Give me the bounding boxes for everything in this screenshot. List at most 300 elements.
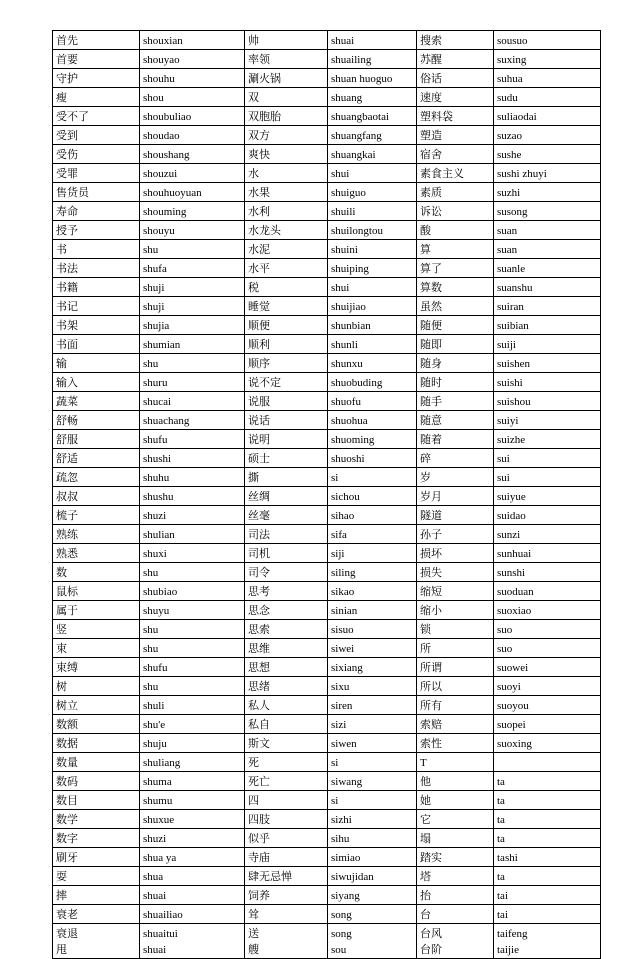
cell-text: shuili [331, 206, 356, 218]
pinyin-cell [494, 905, 601, 924]
hanzi-cell [53, 563, 140, 582]
cell-text: shuijiao [331, 301, 366, 313]
pinyin-cell [140, 183, 245, 202]
hanzi-cell [417, 829, 494, 848]
pinyin-cell [328, 373, 417, 392]
pinyin-cell [140, 905, 245, 924]
cell-text: 思索 [248, 624, 270, 636]
pinyin-cell [140, 164, 245, 183]
table-row [53, 848, 601, 867]
hanzi-cell [245, 31, 328, 50]
hanzi-cell [417, 50, 494, 69]
pinyin-cell [494, 392, 601, 411]
cell-text: 虽然 [420, 301, 442, 313]
cell-text: 数学 [56, 814, 78, 826]
pinyin-cell [328, 126, 417, 145]
cell-text: 塑料袋 [420, 111, 453, 123]
cell-text: 双方 [248, 130, 270, 142]
cell-text: 书架 [56, 320, 78, 332]
hanzi-cell [417, 411, 494, 430]
cell-text: sou [331, 944, 347, 956]
cell-text: suhua [497, 73, 523, 85]
pinyin-cell [494, 335, 601, 354]
hanzi-cell [53, 677, 140, 696]
hanzi-cell [245, 677, 328, 696]
hanzi-cell [417, 145, 494, 164]
cell-text: 四 [248, 795, 259, 807]
cell-text: shouxian [143, 35, 183, 47]
pinyin-cell [328, 31, 417, 50]
cell-text: 顺利 [248, 339, 270, 351]
cell-text: shuliang [143, 757, 181, 769]
cell-text: suanshu [497, 282, 533, 294]
cell-text: shunxu [331, 358, 363, 370]
pinyin-cell [494, 639, 601, 658]
cell-text: 似乎 [248, 833, 270, 845]
cell-text: 塑造 [420, 130, 442, 142]
pinyin-cell [140, 335, 245, 354]
cell-text: 疏忽 [56, 472, 78, 484]
pinyin-cell [140, 31, 245, 50]
cell-text: 所有 [420, 700, 442, 712]
cell-text: 书法 [56, 263, 78, 275]
table-row [53, 810, 601, 829]
cell-text: tashi [497, 852, 518, 864]
cell-text: shui [331, 282, 350, 294]
cell-text: shulian [143, 529, 175, 541]
cell-text: 宿舍 [420, 149, 442, 161]
cell-text: 寺庙 [248, 852, 270, 864]
cell-text: shuoming [331, 434, 375, 446]
pinyin-cell [494, 487, 601, 506]
cell-text: 舒服 [56, 434, 78, 446]
cell-text: 锁 [420, 624, 431, 636]
cell-text: 斯文 [248, 738, 270, 750]
hanzi-cell [245, 525, 328, 544]
hanzi-cell [245, 658, 328, 677]
cell-text: 说话 [248, 415, 270, 427]
cell-text: shuiping [331, 263, 369, 275]
cell-text: 司法 [248, 529, 270, 541]
pinyin-cell [494, 544, 601, 563]
pinyin-cell [140, 753, 245, 772]
hanzi-cell [53, 525, 140, 544]
pinyin-cell [494, 183, 601, 202]
hanzi-cell [53, 297, 140, 316]
table-row [53, 772, 601, 791]
pinyin-cell [140, 563, 245, 582]
cell-text: taifeng [497, 928, 528, 940]
pinyin-cell [494, 848, 601, 867]
cell-text: shuzi [143, 833, 167, 845]
pinyin-cell [328, 810, 417, 829]
cell-text: 算了 [420, 263, 442, 275]
cell-text: 蔬菜 [56, 396, 78, 408]
hanzi-cell [417, 525, 494, 544]
hanzi-cell [245, 88, 328, 107]
cell-text: si [331, 757, 339, 769]
cell-text: shubiao [143, 586, 178, 598]
pinyin-cell [494, 525, 601, 544]
pinyin-cell [140, 867, 245, 886]
cell-text: 双胞胎 [248, 111, 281, 123]
cell-text: sihao [331, 510, 355, 522]
cell-text: sunhuai [497, 548, 532, 560]
cell-text: ta [497, 814, 505, 826]
pinyin-cell [494, 620, 601, 639]
hanzi-cell [53, 506, 140, 525]
pinyin-cell [328, 107, 417, 126]
hanzi-cell [245, 924, 328, 959]
cell-text: 缩短 [420, 586, 442, 598]
hanzi-cell [245, 810, 328, 829]
cell-text: 诉讼 [420, 206, 442, 218]
cell-text: 算数 [420, 282, 442, 294]
pinyin-cell [328, 886, 417, 905]
hanzi-cell [417, 202, 494, 221]
cell-text: 树 [56, 681, 67, 693]
pinyin-cell [140, 791, 245, 810]
hanzi-cell [417, 506, 494, 525]
cell-text: shuang [331, 92, 363, 104]
cell-text: shuxue [143, 814, 175, 826]
pinyin-cell [140, 468, 245, 487]
cell-text: 竖 [56, 624, 67, 636]
cell-text: 授予 [56, 225, 78, 237]
pinyin-cell [494, 829, 601, 848]
cell-text: sixu [331, 681, 350, 693]
cell-text: 缩小 [420, 605, 442, 617]
pinyin-cell [328, 88, 417, 107]
cell-text: 酸 [420, 225, 431, 237]
pinyin-cell [328, 791, 417, 810]
table-row [53, 107, 601, 126]
cell-text: 首先 [56, 35, 78, 47]
cell-text: ta [497, 833, 505, 845]
cell-text: 思绪 [248, 681, 270, 693]
cell-text: suishen [497, 358, 530, 370]
cell-text: shuru [143, 377, 168, 389]
hanzi-cell [53, 829, 140, 848]
pinyin-cell [140, 696, 245, 715]
pinyin-cell [140, 240, 245, 259]
pinyin-cell [494, 240, 601, 259]
cell-text: song [331, 909, 352, 921]
table-row [53, 563, 601, 582]
hanzi-cell [417, 772, 494, 791]
table-row [53, 221, 601, 240]
cell-text: shuji [143, 301, 165, 313]
hanzi-cell [417, 620, 494, 639]
hanzi-cell [417, 164, 494, 183]
hanzi-cell [53, 810, 140, 829]
cell-text: 饲养 [248, 890, 270, 902]
pinyin-cell [140, 544, 245, 563]
pinyin-cell [140, 107, 245, 126]
table-row [53, 259, 601, 278]
cell-text: 思念 [248, 605, 270, 617]
hanzi-cell [245, 829, 328, 848]
table-row [53, 164, 601, 183]
pinyin-cell [494, 734, 601, 753]
pinyin-cell [494, 297, 601, 316]
cell-text: 甩 [56, 944, 67, 956]
cell-text: 树立 [56, 700, 78, 712]
cell-text: siling [331, 567, 356, 579]
hanzi-cell [245, 715, 328, 734]
cell-text: 私自 [248, 719, 270, 731]
cell-text: shufu [143, 434, 168, 446]
hanzi-cell [53, 221, 140, 240]
cell-text: siji [331, 548, 345, 560]
cell-text: suan [497, 244, 518, 256]
hanzi-cell [53, 107, 140, 126]
cell-text: 帅 [248, 35, 259, 47]
cell-text: 束 [56, 643, 67, 655]
cell-text: 索性 [420, 738, 442, 750]
cell-text: 送 [248, 928, 259, 940]
hanzi-cell [245, 601, 328, 620]
cell-text: taijie [497, 944, 519, 956]
cell-text: 算 [420, 244, 431, 256]
pinyin-cell [140, 145, 245, 164]
hanzi-cell [53, 468, 140, 487]
pinyin-cell [494, 145, 601, 164]
cell-text: shua [143, 871, 164, 883]
cell-text: sizhi [331, 814, 352, 826]
cell-text: shushi [143, 453, 172, 465]
cell-text: si [331, 472, 339, 484]
pinyin-cell [494, 715, 601, 734]
pinyin-cell [328, 202, 417, 221]
table-row [53, 867, 601, 886]
table-row [53, 202, 601, 221]
hanzi-cell [245, 373, 328, 392]
hanzi-cell [417, 905, 494, 924]
hanzi-cell [417, 544, 494, 563]
cell-text: 艘 [248, 944, 259, 956]
pinyin-cell [494, 658, 601, 677]
pinyin-cell [328, 696, 417, 715]
cell-text: shuyu [143, 605, 170, 617]
cell-text: shu [143, 643, 159, 655]
pinyin-cell [140, 620, 245, 639]
hanzi-cell [417, 734, 494, 753]
cell-text: 他 [420, 776, 431, 788]
hanzi-cell [417, 886, 494, 905]
hanzi-cell [245, 696, 328, 715]
hanzi-cell [53, 734, 140, 753]
table-row [53, 525, 601, 544]
pinyin-cell [140, 924, 245, 959]
hanzi-cell [245, 468, 328, 487]
cell-text: 数字 [56, 833, 78, 845]
table-row [53, 924, 601, 959]
pinyin-cell [140, 639, 245, 658]
hanzi-cell [53, 88, 140, 107]
pinyin-cell [140, 373, 245, 392]
cell-text: siwei [331, 643, 355, 655]
pinyin-cell [140, 449, 245, 468]
cell-text: 顺便 [248, 320, 270, 332]
cell-text: 耍 [56, 871, 67, 883]
hanzi-cell [417, 88, 494, 107]
cell-text: 私人 [248, 700, 270, 712]
pinyin-cell [328, 50, 417, 69]
cell-text: suiyue [497, 491, 526, 503]
hanzi-cell [417, 753, 494, 772]
table-row [53, 50, 601, 69]
cell-text: shuilongtou [331, 225, 383, 237]
cell-text: song [331, 928, 352, 940]
hanzi-cell [53, 259, 140, 278]
cell-text: sousuo [497, 35, 528, 47]
cell-text: suidao [497, 510, 526, 522]
pinyin-cell [494, 259, 601, 278]
hanzi-cell [245, 430, 328, 449]
table-row [53, 69, 601, 88]
pinyin-cell [328, 544, 417, 563]
cell-text: 鼠标 [56, 586, 78, 598]
cell-text: 书面 [56, 339, 78, 351]
hanzi-cell [417, 278, 494, 297]
hanzi-cell [417, 582, 494, 601]
cell-text: 随着 [420, 434, 442, 446]
table-row [53, 639, 601, 658]
cell-text: 随便 [420, 320, 442, 332]
hanzi-cell [417, 183, 494, 202]
cell-text: 熟练 [56, 529, 78, 541]
pinyin-cell [328, 430, 417, 449]
hanzi-cell [245, 791, 328, 810]
hanzi-cell [245, 449, 328, 468]
cell-text: suanle [497, 263, 526, 275]
hanzi-cell [245, 126, 328, 145]
hanzi-cell [417, 601, 494, 620]
pinyin-cell [140, 582, 245, 601]
cell-text: suan [497, 225, 518, 237]
pinyin-cell [328, 639, 417, 658]
pinyin-cell [140, 734, 245, 753]
cell-text: shuachang [143, 415, 190, 427]
cell-text: shufa [143, 263, 167, 275]
hanzi-cell [417, 449, 494, 468]
cell-text: shuai [143, 944, 167, 956]
cell-text: 书记 [56, 301, 78, 313]
pinyin-cell [494, 411, 601, 430]
pinyin-cell [328, 183, 417, 202]
cell-text: suibian [497, 320, 529, 332]
hanzi-cell [245, 202, 328, 221]
cell-text: sui [497, 472, 510, 484]
cell-text: shuai [143, 890, 167, 902]
pinyin-cell [494, 468, 601, 487]
hanzi-cell [245, 867, 328, 886]
cell-text: 说服 [248, 396, 270, 408]
hanzi-cell [53, 126, 140, 145]
pinyin-cell [494, 449, 601, 468]
cell-text: 思维 [248, 643, 270, 655]
table-row [53, 677, 601, 696]
cell-text: 数 [56, 567, 67, 579]
cell-text: 抬 [420, 890, 431, 902]
hanzi-cell [53, 145, 140, 164]
cell-text: sizi [331, 719, 347, 731]
hanzi-cell [53, 373, 140, 392]
hanzi-cell [53, 867, 140, 886]
cell-text: shuini [331, 244, 358, 256]
cell-text: shuohua [331, 415, 368, 427]
pinyin-cell [494, 88, 601, 107]
pinyin-cell [140, 715, 245, 734]
cell-text: shuju [143, 738, 167, 750]
hanzi-cell [53, 69, 140, 88]
cell-text: shushu [143, 491, 174, 503]
pinyin-cell [494, 924, 601, 959]
cell-text: sixiang [331, 662, 363, 674]
cell-text: suoxiao [497, 605, 532, 617]
pinyin-cell [140, 772, 245, 791]
cell-text: 舒适 [56, 453, 78, 465]
cell-text: siwen [331, 738, 357, 750]
pinyin-cell [140, 297, 245, 316]
pinyin-cell [140, 278, 245, 297]
table-row [53, 392, 601, 411]
cell-text: shuan huoguo [331, 73, 393, 85]
cell-text: 随时 [420, 377, 442, 389]
cell-text: 输入 [56, 377, 78, 389]
cell-text: 受不了 [56, 111, 89, 123]
cell-text: 双 [248, 92, 259, 104]
cell-text: 所 [420, 643, 431, 655]
hanzi-cell [417, 810, 494, 829]
cell-text: 瘦 [56, 92, 67, 104]
table-row [53, 316, 601, 335]
pinyin-cell [494, 810, 601, 829]
cell-text: sunzi [497, 529, 521, 541]
cell-text: suxing [497, 54, 527, 66]
table-row [53, 582, 601, 601]
pinyin-cell [494, 278, 601, 297]
cell-text: suliaodai [497, 111, 537, 123]
cell-text: shuangbaotai [331, 111, 390, 123]
hanzi-cell [245, 620, 328, 639]
cell-text: 税 [248, 282, 259, 294]
pinyin-cell [328, 297, 417, 316]
cell-text: shu [143, 624, 159, 636]
cell-text: shuzi [143, 510, 167, 522]
hanzi-cell [53, 620, 140, 639]
cell-text: suo [497, 643, 513, 655]
pinyin-cell [140, 601, 245, 620]
hanzi-cell [417, 563, 494, 582]
cell-text: 叔叔 [56, 491, 78, 503]
pinyin-cell [494, 430, 601, 449]
hanzi-cell [53, 791, 140, 810]
cell-text: 摔 [56, 890, 67, 902]
cell-text: 数额 [56, 719, 78, 731]
cell-text: shui [331, 168, 350, 180]
cell-text: 她 [420, 795, 431, 807]
cell-text: shoushang [143, 149, 190, 161]
cell-text: 损失 [420, 567, 442, 579]
cell-text: 丝毫 [248, 510, 270, 522]
cell-text: shua ya [143, 852, 177, 864]
cell-text: 随手 [420, 396, 442, 408]
cell-text: 素质 [420, 187, 442, 199]
hanzi-cell [417, 658, 494, 677]
cell-text: sui [497, 453, 510, 465]
